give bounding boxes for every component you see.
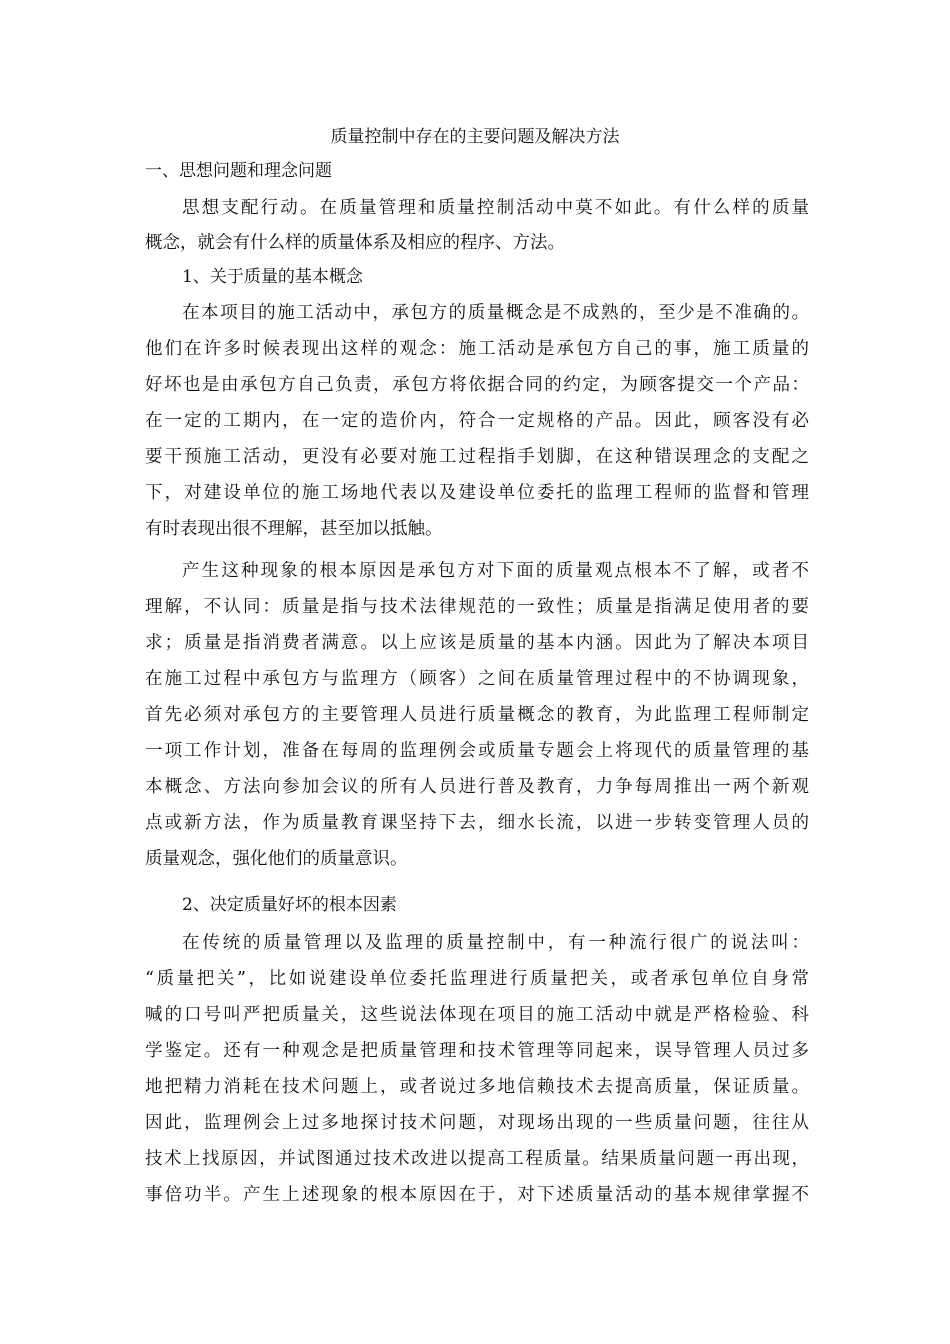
- paragraph-line: 因此，监理例会上过多地探讨技术问题，对现场出现的一些质量问题，往往从: [145, 1113, 809, 1133]
- paragraph-line: 概念，就会有什么样的质量体系及相应的程序、方法。: [145, 233, 565, 253]
- paragraph-line: 事倍功半。产生上述现象的根本原因在于，对下述质量活动的基本规律掌握不: [145, 1185, 809, 1205]
- document-title: 质量控制中存在的主要问题及解决方法: [330, 127, 620, 147]
- paragraph-line: 下，对建设单位的施工场地代表以及建设单位委托的监理工程师的监督和管理: [145, 483, 809, 503]
- paragraph-line: 有时表现出很不理解，甚至加以抵触。: [145, 519, 443, 539]
- paragraph-line: 学鉴定。还有一种观念是把质量管理和技术管理等同起来，误导管理人员过多: [145, 1041, 809, 1061]
- section-heading-1: 一、思想问题和理念问题: [145, 161, 332, 181]
- paragraph-line: “质量把关”，比如说建设单位委托监理进行质量把关，或者承包单位自身常: [145, 969, 809, 989]
- paragraph-line: 点或新方法，作为质量教育课坚持下去，细水长流，以进一步转变管理人员的: [145, 813, 809, 833]
- paragraph-line: 质量观念，强化他们的质量意识。: [145, 849, 408, 869]
- paragraph-line: 在一定的工期内，在一定的造价内，符合一定规格的产品。因此，顾客没有必: [145, 411, 809, 431]
- paragraph-line: 首先必须对承包方的主要管理人员进行质量概念的教育，为此监理工程师制定: [145, 705, 809, 725]
- paragraph-line: 思想支配行动。在质量管理和质量控制活动中莫不如此。有什么样的质量: [182, 198, 809, 218]
- paragraph-line: 一项工作计划，准备在每周的监理例会或质量专题会上将现代的质量管理的基: [145, 741, 809, 761]
- paragraph-line: 在本项目的施工活动中，承包方的质量概念是不成熟的，至少是不准确的。: [182, 303, 809, 323]
- paragraph-line: 喊的口号叫严把质量关，这些说法体现在项目的施工活动中就是严格检验、科: [145, 1005, 809, 1025]
- paragraph-line: 技术上找原因，并试图通过技术改进以提高工程质量。结果质量问题一再出现，: [145, 1149, 809, 1169]
- paragraph-line: 好坏也是由承包方自己负责，承包方将依据合同的约定，为顾客提交一个产品：: [145, 375, 809, 395]
- paragraph-line: 在施工过程中承包方与监理方（顾客）之间在质量管理过程中的不协调现象，: [145, 669, 809, 689]
- paragraph-line: 他们在许多时候表现出这样的观念：施工活动是承包方自己的事，施工质量的: [145, 339, 809, 359]
- paragraph-line: 产生这种现象的根本原因是承包方对下面的质量观点根本不了解，或者不: [182, 561, 809, 581]
- sub-heading-2: 2、决定质量好坏的根本因素: [182, 895, 397, 915]
- paragraph-line: 求；质量是指消费者满意。以上应该是质量的基本内涵。因此为了解决本项目: [145, 633, 809, 653]
- paragraph-line: 要干预施工活动，更没有必要对施工过程指手划脚，在这种错误理念的支配之: [145, 447, 809, 467]
- sub-heading-1: 1、关于质量的基本概念: [182, 267, 363, 287]
- paragraph-line: 地把精力消耗在技术问题上，或者说过多地信赖技术去提高质量，保证质量。: [145, 1077, 809, 1097]
- paragraph-line: 本概念、方法向参加会议的所有人员进行普及教育，力争每周推出一两个新观: [145, 777, 809, 797]
- paragraph-line: 在传统的质量管理以及监理的质量控制中，有一种流行很广的说法叫：: [182, 933, 809, 953]
- paragraph-line: 理解，不认同：质量是指与技术法律规范的一致性；质量是指满足使用者的要: [145, 597, 809, 617]
